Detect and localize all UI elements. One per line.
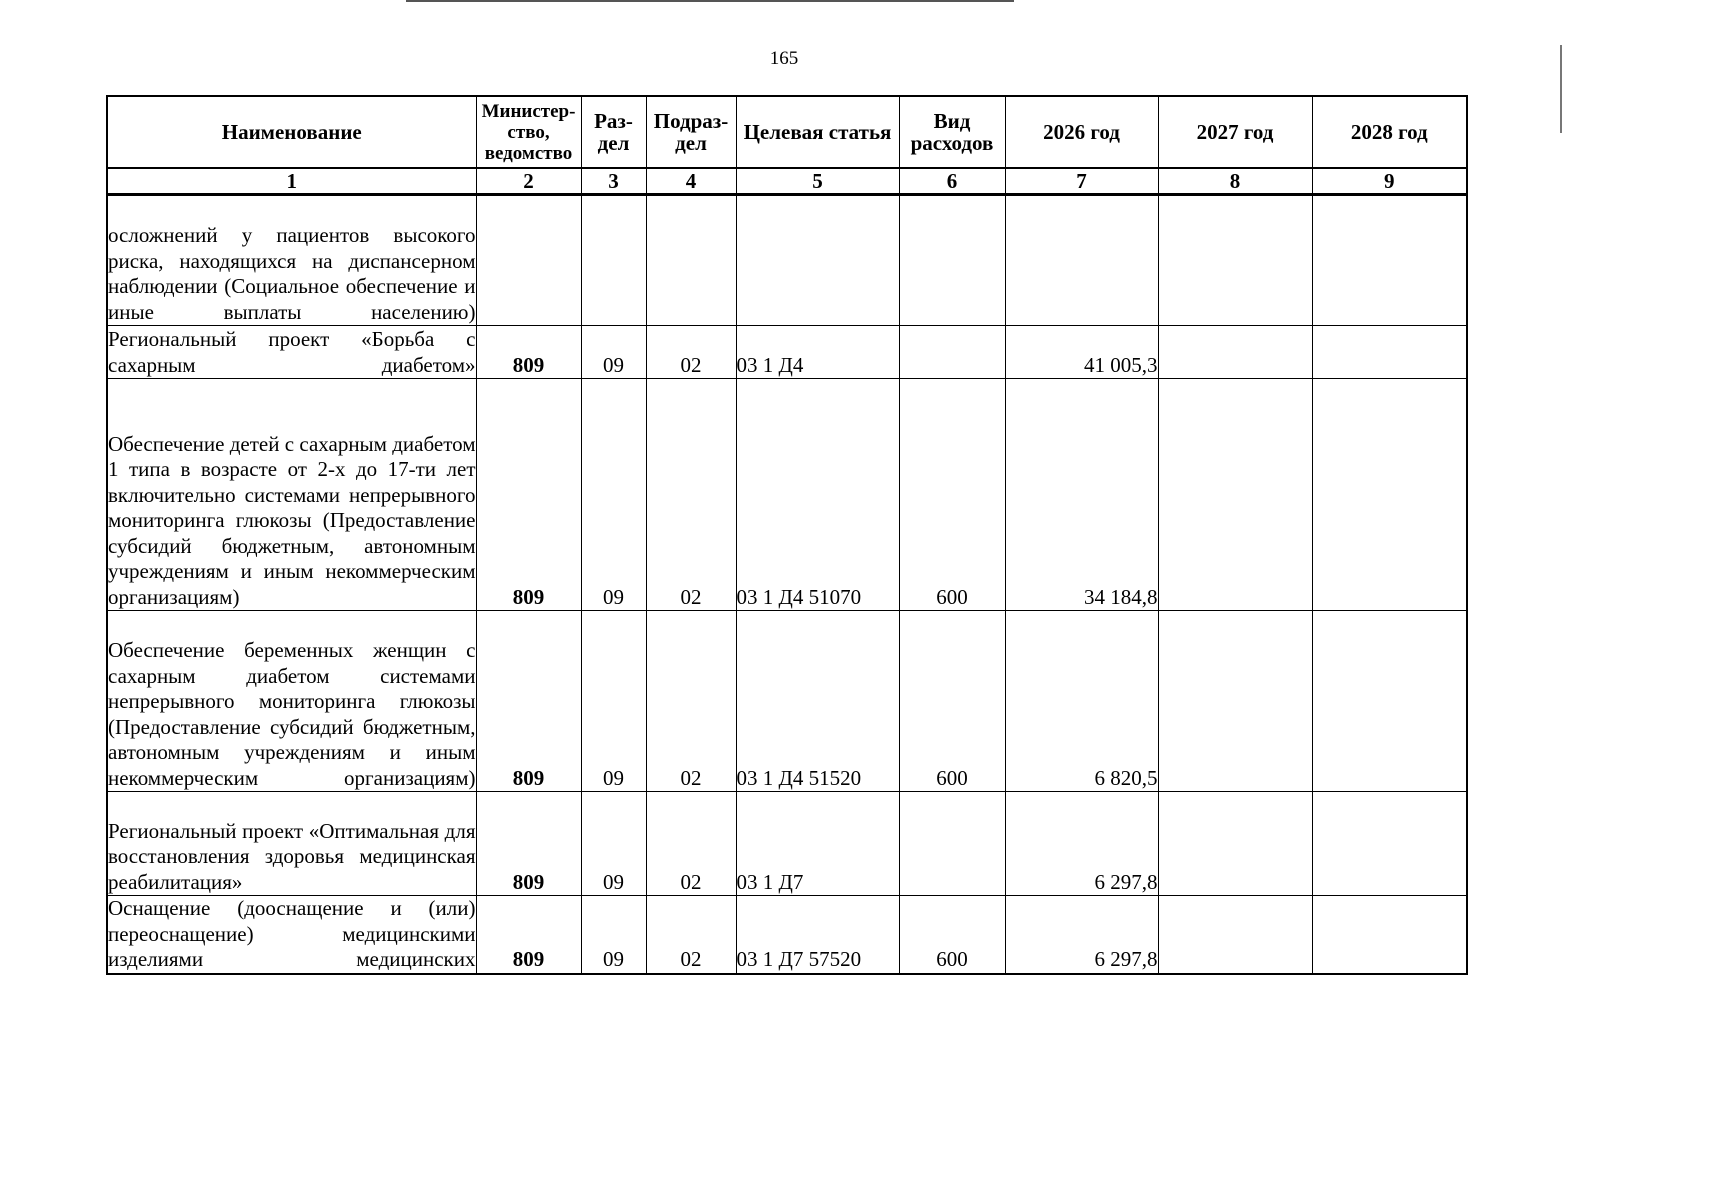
scan-edge-line [406,0,1014,2]
row-2028 [1312,326,1467,379]
row-name: Региональный проект «Оптимальная для восстановления здоровья медицинская реабилитация» [107,792,476,896]
row-target [736,195,899,326]
table-row [107,896,1467,974]
row-target: 03 1 Д7 [736,792,899,896]
header-subsection: Подраз-дел [646,96,736,168]
row-expense-type: 600 [899,896,1005,974]
header-expense-type: Вид расходов [899,96,1005,168]
row-expense-type [899,326,1005,379]
header-row [107,96,1467,168]
row-2026: 6 820,5 [1005,611,1158,792]
row-target: 03 1 Д4 51070 [736,379,899,611]
header-number: 7 [1005,168,1158,195]
header-number: 5 [736,168,899,195]
row-ministry: 809 [476,326,581,379]
page-number: 165 [769,48,799,69]
row-subsection: 02 [646,326,736,379]
table-row [107,195,1467,326]
row-2027 [1158,611,1312,792]
header-section: Раз-дел [581,96,646,168]
header-target: Целевая статья [736,96,899,168]
row-target: 03 1 Д4 51520 [736,611,899,792]
row-expense-type: 600 [899,611,1005,792]
table-row [107,379,1467,611]
header-ministry: Министер-ство, ведомство [476,96,581,168]
row-target: 03 1 Д7 57520 [736,896,899,974]
row-ministry: 809 [476,379,581,611]
row-name: осложнений у пациентов высокого риска, находящихся на диспансерном наблюдении (Социальное обеспечение и иные выплаты населению) [107,195,476,326]
table-row [107,326,1467,379]
row-2026: 6 297,8 [1005,792,1158,896]
row-subsection: 02 [646,792,736,896]
row-expense-type [899,195,1005,326]
row-subsection: 02 [646,379,736,611]
header-2028: 2028 год [1312,96,1467,168]
header-number: 3 [581,168,646,195]
row-2027 [1158,792,1312,896]
row-section: 09 [581,326,646,379]
header-number: 9 [1312,168,1467,195]
row-2026: 34 184,8 [1005,379,1158,611]
row-2028 [1312,195,1467,326]
header-number: 2 [476,168,581,195]
row-2027 [1158,326,1312,379]
row-section: 09 [581,379,646,611]
row-2028 [1312,379,1467,611]
row-ministry [476,195,581,326]
row-section: 09 [581,896,646,974]
row-expense-type [899,792,1005,896]
row-subsection: 02 [646,896,736,974]
row-2028 [1312,896,1467,974]
row-section: 09 [581,611,646,792]
header-number: 4 [646,168,736,195]
row-name: Обеспечение беременных женщин с сахарным диабетом системами непрерывного мониторинга глюкозы (Предоставление субсидий бюджетным, автономным учреждениям и иным некоммерческим организациям) [107,611,476,792]
row-2028 [1312,792,1467,896]
row-2026 [1005,195,1158,326]
header-number: 6 [899,168,1005,195]
row-name: Региональный проект «Борьба с сахарным диабетом» [108,327,476,377]
row-2028 [1312,611,1467,792]
row-2027 [1158,379,1312,611]
header-number-row [107,168,1467,195]
row-section [581,195,646,326]
table-row [107,611,1467,792]
row-ministry: 809 [476,896,581,974]
row-ministry: 809 [476,792,581,896]
row-2026: 41 005,3 [1005,326,1158,379]
row-subsection [646,195,736,326]
row-2027 [1158,896,1312,974]
row-section: 09 [581,792,646,896]
row-target: 03 1 Д4 [736,326,899,379]
row-subsection: 02 [646,611,736,792]
row-expense-type: 600 [899,379,1005,611]
header-name: Наименование [107,96,476,168]
header-2026: 2026 год [1005,96,1158,168]
row-ministry: 809 [476,611,581,792]
header-number: 8 [1158,168,1312,195]
row-2026: 6 297,8 [1005,896,1158,974]
budget-table [106,95,1468,975]
row-name: Обеспечение детей с сахарным диабетом 1 типа в возрасте от 2-х до 17-ти лет включительно системами непрерывного мониторинга глюкозы (Предоставление субсидий бюджетным, автономным учреждениям и иным некоммерческим организациям) [107,379,476,611]
header-number: 1 [107,168,476,195]
row-name: Оснащение (дооснащение и (или) переоснащение) медицинскими изделиями медицинских [107,896,476,974]
table-row [107,792,1467,896]
header-2027: 2027 год [1158,96,1312,168]
row-2027 [1158,195,1312,326]
